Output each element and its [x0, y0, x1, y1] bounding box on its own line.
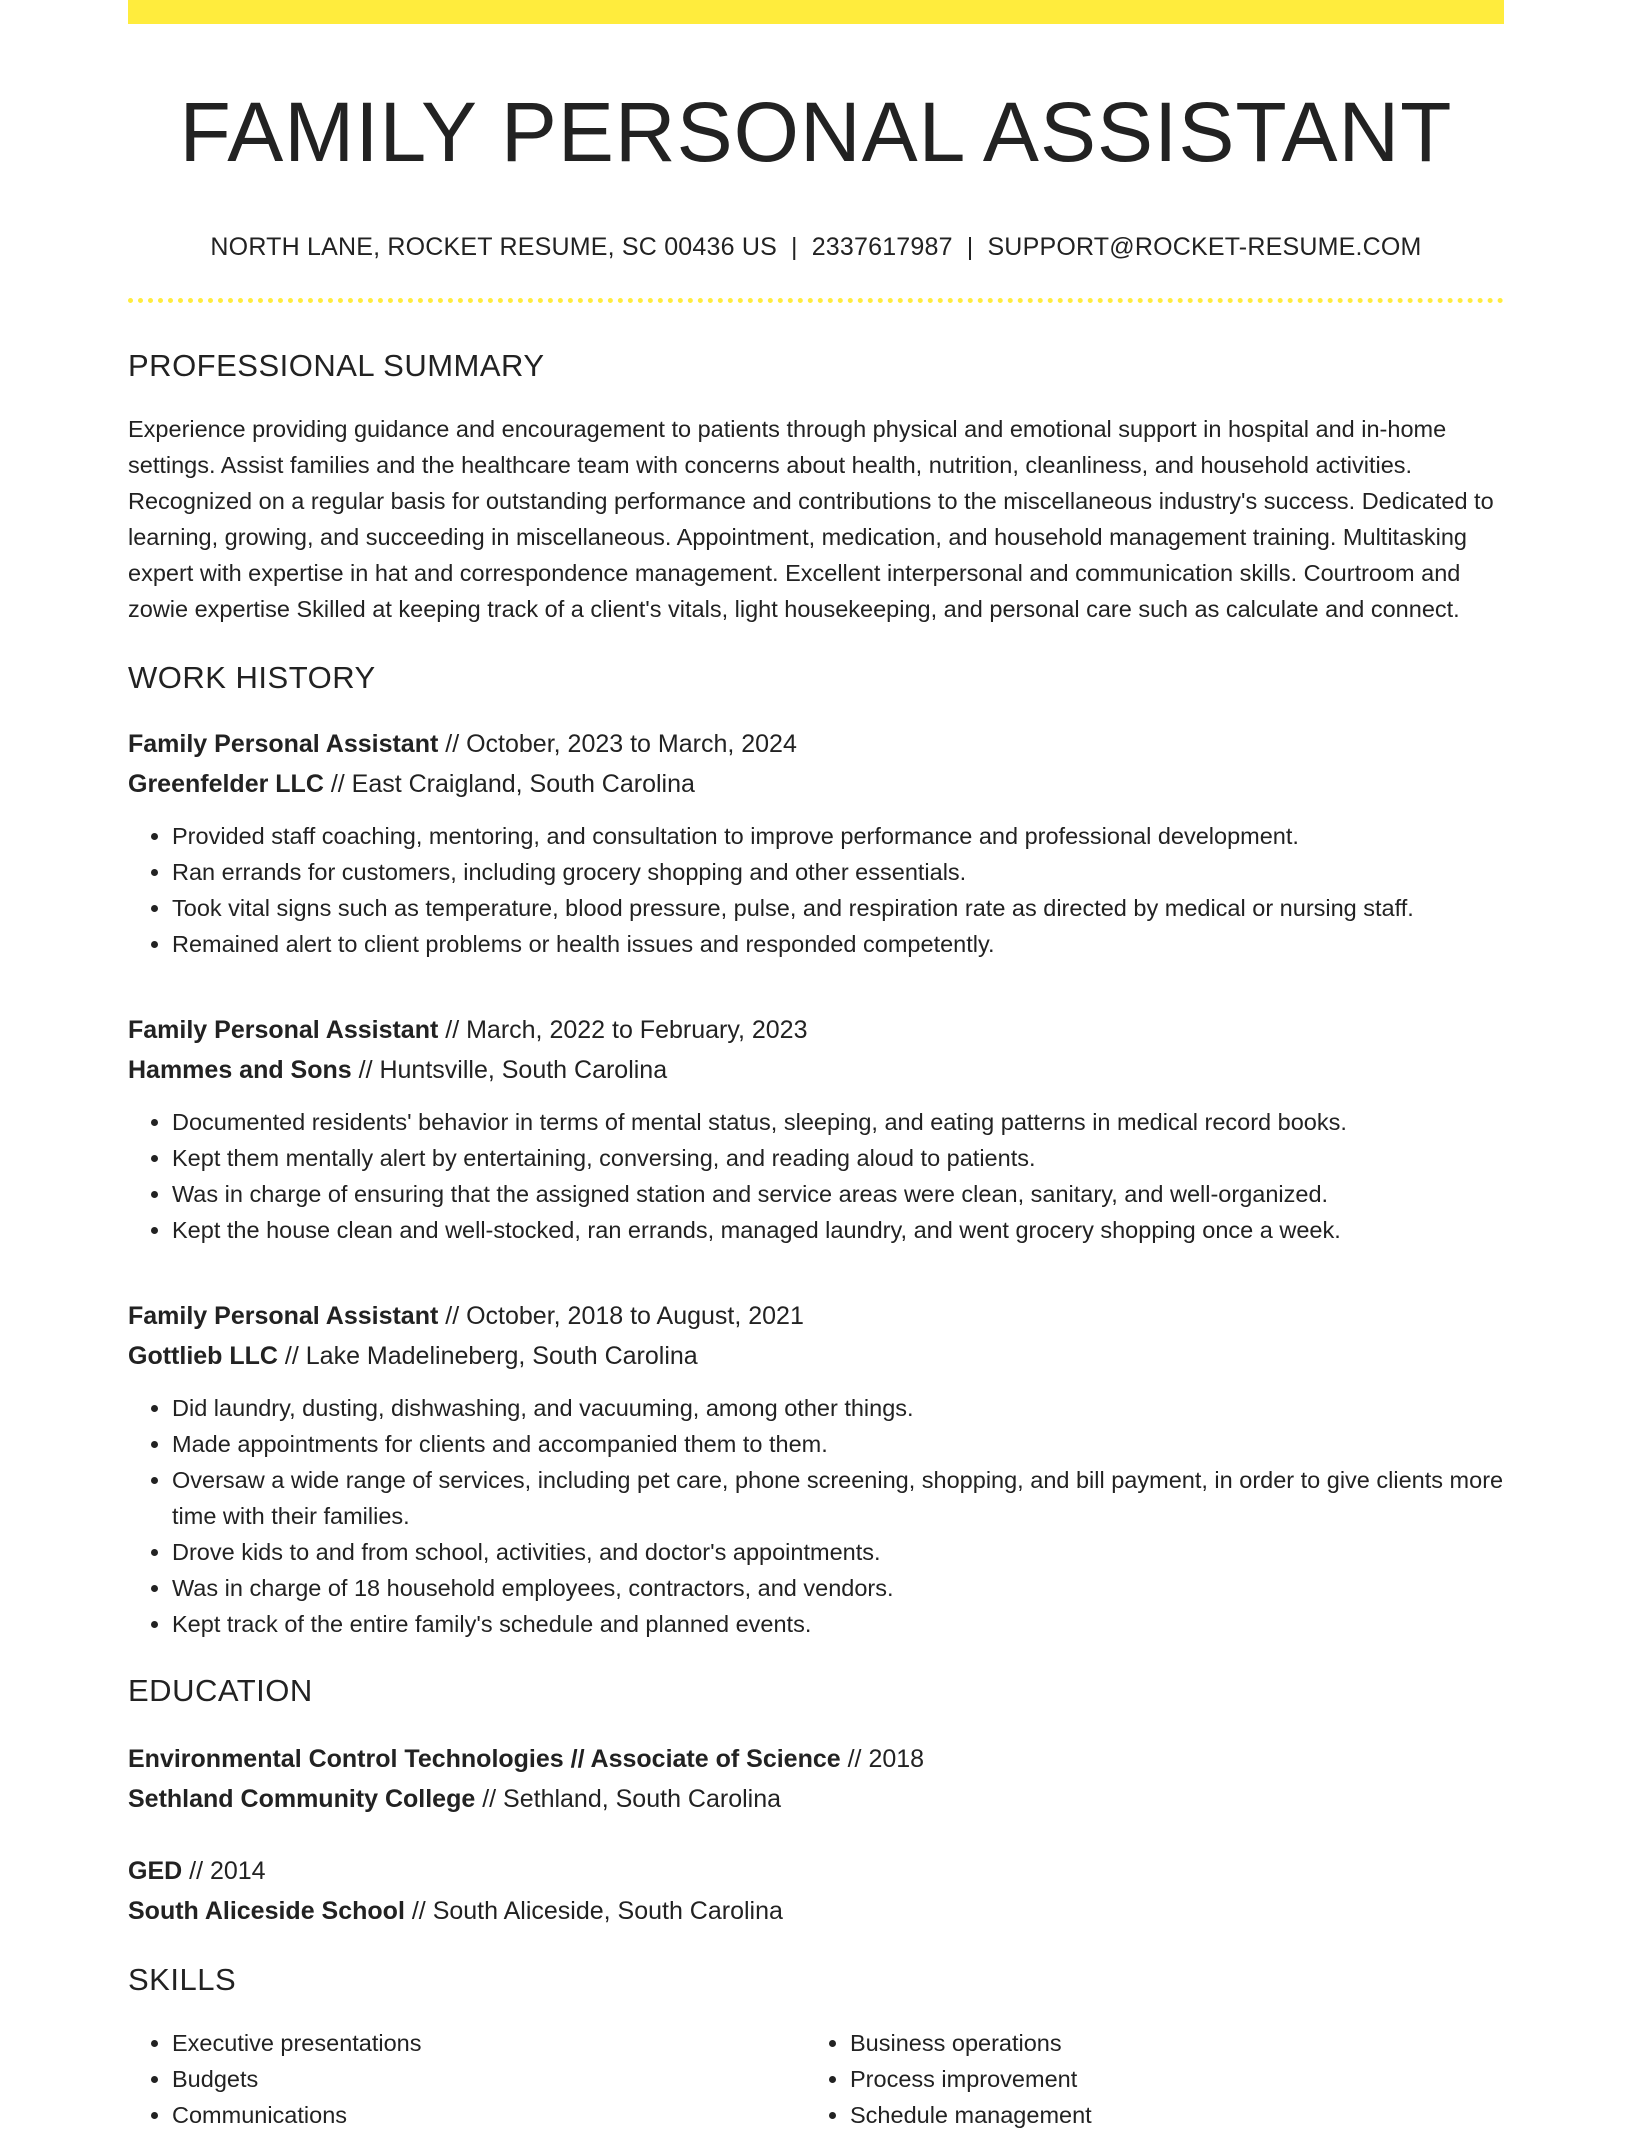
education-school: South Aliceside School — [128, 1897, 405, 1926]
dotted-divider — [128, 298, 1504, 303]
job-bullet: • Kept the house clean and well-stocked, ran errands, managed laundry, and went grocery shopping once a week. — [172, 1212, 1504, 1248]
education-heading: EDUCATION — [128, 1673, 313, 1709]
job-location: // East Craigland, South Carolina — [323, 770, 695, 799]
job-bullet: • Took vital signs such as temperature, blood pressure, pulse, and respiration rate as directed by medical or nursing staff. — [172, 890, 1504, 926]
education-entry — [128, 1739, 1504, 1819]
job-company-line — [128, 1336, 1504, 1376]
work-history-heading: WORK HISTORY — [128, 659, 376, 695]
resume-name: FAMILY PERSONAL ASSISTANT — [179, 85, 1453, 179]
job-dates: // March, 2022 to February, 2023 — [438, 1016, 808, 1045]
job-title-line — [128, 1010, 1504, 1050]
job-entry — [128, 1296, 1504, 1642]
contact-phone: 2337617987 — [811, 232, 953, 261]
job-title-line — [128, 1296, 1504, 1336]
job-bullets — [128, 1104, 1504, 1248]
job-bullet: • Did laundry, dusting, dishwashing, and vacuuming, among other things. — [172, 1390, 1504, 1426]
job-company: Hammes and Sons — [128, 1056, 352, 1085]
job-entry — [128, 724, 1504, 962]
skill-item: • Business operations — [850, 2025, 1484, 2061]
contact-email: SUPPORT@ROCKET-RESUME.COM — [987, 232, 1422, 261]
job-company-line — [128, 764, 1504, 804]
skill-item: • Budgets — [172, 2061, 806, 2097]
education-school: Sethland Community College — [128, 1785, 476, 1814]
summary-text: Experience providing guidance and encouragement to patients through physical and emotional support in hospital and in-home settings. Assist families and the healthcare team with concerns about health, nutrition, cleanliness, and household activities. Recognized on a regular basis for outstanding performance and contributions to the miscellaneous industry's success. Dedicated to learning, growing, and succeeding in miscellaneous. Appointment, medication, and household management training. Multitasking expert with expertise in hat and correspondence management. Excellent interpersonal and communication skills. Courtroom and zowie expertise Skilled at keeping track of a client's vitals, light housekeeping, and personal care such as calculate and connect. — [128, 415, 1494, 622]
job-bullet: • Was in charge of 18 household employees, contractors, and vendors. — [172, 1570, 1504, 1606]
job-role: Family Personal Assistant — [128, 1016, 439, 1045]
job-location: // Lake Madelineberg, South Carolina — [277, 1342, 698, 1371]
job-dates: // October, 2023 to March, 2024 — [438, 730, 797, 759]
job-bullet: • Drove kids to and from school, activities, and doctor's appointments. — [172, 1534, 1504, 1570]
job-bullet: • Made appointments for clients and accompanied them to them. — [172, 1426, 1504, 1462]
job-location: // Huntsville, South Carolina — [351, 1056, 668, 1085]
job-company-line — [128, 1050, 1504, 1090]
contact-address: NORTH LANE, ROCKET RESUME, SC 00436 US — [210, 232, 777, 261]
skill-item: • Communications — [172, 2097, 806, 2133]
job-role: Family Personal Assistant — [128, 1302, 439, 1331]
education-degree-line — [128, 1851, 1504, 1891]
job-bullets — [128, 818, 1504, 962]
job-title-line — [128, 724, 1504, 764]
job-company: Greenfelder LLC — [128, 770, 324, 799]
education-entry — [128, 1851, 1504, 1931]
education-location: // Sethland, South Carolina — [475, 1785, 782, 1814]
education-school-line — [128, 1779, 1504, 1819]
contact-separator: | — [966, 232, 974, 261]
education-year: // 2014 — [182, 1857, 266, 1886]
job-bullets — [128, 1390, 1504, 1642]
skill-item: • Executive presentations — [172, 2025, 806, 2061]
education-year: // 2018 — [840, 1745, 925, 1774]
education-degree: Environmental Control Technologies // Associate of Science — [128, 1745, 841, 1774]
education-location: // South Aliceside, South Carolina — [404, 1897, 783, 1926]
skills-column-right — [806, 2025, 1484, 2133]
education-degree: GED — [128, 1857, 183, 1886]
job-bullet: • Remained alert to client problems or health issues and responded competently. — [172, 926, 1504, 962]
job-bullet: • Oversaw a wide range of services, including pet care, phone screening, shopping, and bill payment, in order to give clients more time with their families. — [172, 1462, 1504, 1534]
job-dates: // October, 2018 to August, 2021 — [438, 1302, 804, 1331]
skills-grid — [128, 2025, 1504, 2133]
education-school-line — [128, 1891, 1504, 1931]
skills-column-left — [128, 2025, 806, 2133]
contact-separator: | — [790, 232, 798, 261]
job-role: Family Personal Assistant — [128, 730, 439, 759]
job-bullet: • Kept track of the entire family's schedule and planned events. — [172, 1606, 1504, 1642]
job-company: Gottlieb LLC — [128, 1342, 278, 1371]
skill-item: • Schedule management — [850, 2097, 1484, 2133]
education-degree-line — [128, 1739, 1504, 1779]
job-bullet: • Ran errands for customers, including grocery shopping and other essentials. — [172, 854, 1504, 890]
job-bullet: • Kept them mentally alert by entertaining, conversing, and reading aloud to patients. — [172, 1140, 1504, 1176]
job-bullet: • Was in charge of ensuring that the assigned station and service areas were clean, sanitary, and well-organized. — [172, 1176, 1504, 1212]
job-bullet: • Provided staff coaching, mentoring, and consultation to improve performance and professional development. — [172, 818, 1504, 854]
skill-item: • Process improvement — [850, 2061, 1484, 2097]
accent-top-bar — [128, 0, 1504, 24]
job-bullet: • Documented residents' behavior in terms of mental status, sleeping, and eating patterns in medical record books. — [172, 1104, 1504, 1140]
job-entry — [128, 1010, 1504, 1248]
contact-line — [128, 233, 1504, 262]
summary-heading: PROFESSIONAL SUMMARY — [128, 347, 545, 383]
skills-heading: SKILLS — [128, 1962, 237, 1998]
resume-page — [128, 0, 1504, 2133]
